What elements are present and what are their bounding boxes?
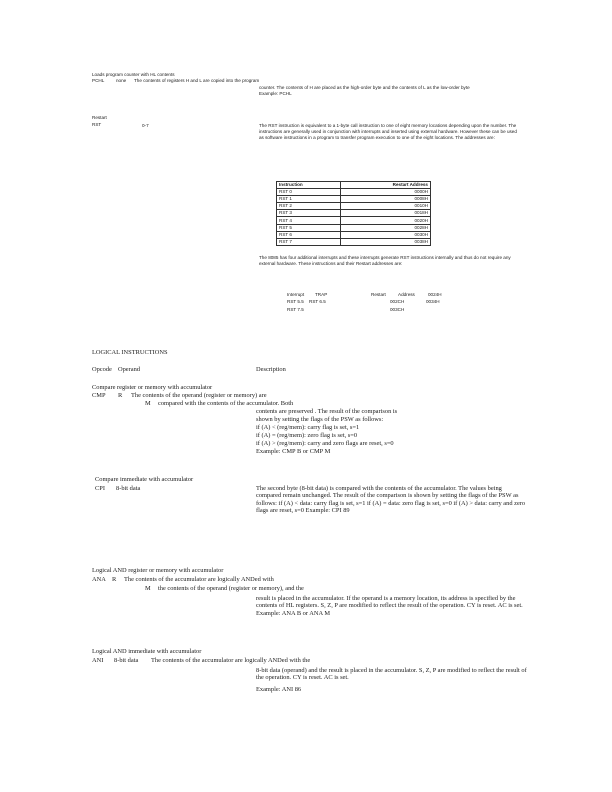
pchl-title: Loads program counter with HL contents <box>92 72 175 77</box>
interrupt-address: 003CH <box>390 307 405 312</box>
table-row <box>277 210 431 217</box>
rst-operand: 0-7 <box>142 123 149 128</box>
table-cell: 0010H <box>341 203 431 210</box>
column-header-operand: Operand <box>118 366 141 373</box>
interrupt-name: RST 6.5 <box>309 299 326 304</box>
ani-opcode: ANI <box>92 657 104 664</box>
cmp-desc-line4: shown by setting the flags of the PSW as follows: <box>256 416 384 423</box>
interrupt-address: 0024H <box>428 292 442 297</box>
cpi-description: The second byte (8-bit data) is compared with the contents of the accumulator. The values being compared remain unchanged. The result of the comparison is shown by setting the flags of the PSW as follows: if (A) < data: carry flag is set, s=1 if (A) = data: zero flag is set, s=0 if (A) > data: carry and zero flags are reset, s=0 Example: CPI 89 <box>256 485 526 515</box>
table-row <box>277 238 431 245</box>
table-row <box>277 189 431 196</box>
cmp-operand-m: M <box>145 400 151 407</box>
cmp-desc-line6: if (A) = (reg/mem): zero flag is set, s=0 <box>256 432 358 439</box>
cpi-opcode: CPI <box>95 485 105 492</box>
rst-opcode: RST <box>92 122 102 127</box>
section-heading: LOGICAL INSTRUCTIONS <box>92 349 168 356</box>
interrupt-address: 0034H <box>426 299 440 304</box>
cmp-desc-line7: if (A) > (reg/mem): carry and zero flags are reset, s=0 <box>256 440 394 447</box>
table-cell: 0018H <box>341 210 431 217</box>
ani-operand: 8-bit data <box>114 657 139 664</box>
cmp-operand: R <box>118 392 123 399</box>
cpi-operand: 8-bit data <box>116 485 141 492</box>
table-row <box>277 224 431 231</box>
table-cell: RST 6 <box>277 231 341 238</box>
table-cell: 0008H <box>341 196 431 203</box>
interrupt-name: RST 5.5 <box>287 299 304 304</box>
column-header-description: Description <box>256 366 286 373</box>
pchl-operand: none <box>116 78 127 83</box>
address-header: Address <box>398 292 415 297</box>
cmp-title: Compare register or memory with accumulator <box>92 384 213 391</box>
table-row <box>277 217 431 224</box>
ana-title: Logical AND register or memory with accumulator <box>92 567 224 574</box>
table-header-cell: Instruction <box>277 182 341 189</box>
table-header-cell: Restart Address <box>341 182 431 189</box>
ana-desc-line2: the contents of the operand (register or memory), and the <box>158 585 304 592</box>
ani-description: 8-bit data (operand) and the result is placed in the accumulator. S, Z, P are modified to reflect the result of the operation. CY is reset. AC is set. <box>256 667 527 682</box>
pchl-desc-line1: The contents of registers H and L are copied into the program <box>134 78 260 83</box>
interrupt-address: 002CH <box>390 299 405 304</box>
ana-operand: R <box>112 576 117 583</box>
table-cell: 0038H <box>341 238 431 245</box>
pchl-desc-line2: counter. The contents of H are placed as the high-order byte and the contents of L as the low-order byte <box>259 85 470 90</box>
ana-opcode: ANA <box>92 576 106 583</box>
rst-address-table <box>276 181 431 246</box>
cmp-example: Example: CMP B or CMP M <box>256 448 331 455</box>
ana-description: result is placed in the accumulator. If the operand is a memory location, its address is specified by the contents of HL registers. S, Z, P are modified to reflect the result of the operation. CY is reset. AC is set. Example: ANA B or ANA M <box>256 595 523 617</box>
table-cell: RST 4 <box>277 217 341 224</box>
ani-example: Example: ANI 86 <box>256 686 302 693</box>
table-row <box>277 231 431 238</box>
table-cell: RST 1 <box>277 196 341 203</box>
table-cell: 0020H <box>341 217 431 224</box>
interrupt-name: TRAP <box>315 292 328 297</box>
cmp-desc-line2: compared with the contents of the accumulator. Both <box>158 400 294 407</box>
table-header-row <box>277 182 431 189</box>
cmp-desc-line3: contents are preserved . The result of the comparison is <box>256 408 398 415</box>
cmp-desc-line1: The contents of the operand (register or memory) are <box>131 392 267 399</box>
rst-label: Restart <box>92 115 107 120</box>
ani-title: Logical AND immediate with accumulator <box>92 648 202 655</box>
pchl-opcode: PCHL <box>92 78 105 83</box>
table-cell: RST 3 <box>277 210 341 217</box>
ana-operand-m: M <box>145 585 151 592</box>
table-cell: RST 2 <box>277 203 341 210</box>
ani-desc-line1: The contents of the accumulator are logically ANDed with the <box>151 657 311 664</box>
table-cell: 0000H <box>341 189 431 196</box>
restart-header: Restart <box>371 292 386 297</box>
ana-desc-line1: The contents of the accumulator are logically ANDed with <box>124 576 274 583</box>
table-cell: 0028H <box>341 224 431 231</box>
table-cell: RST 7 <box>277 238 341 245</box>
cmp-opcode: CMP <box>92 392 106 399</box>
cmp-desc-line5: if (A) < (reg/mem): carry flag is set, s=1 <box>256 424 360 431</box>
table-cell: RST 5 <box>277 224 341 231</box>
interrupt-header: Interrupt <box>287 292 305 297</box>
table-cell: 0030H <box>341 231 431 238</box>
table-cell: RST 0 <box>277 189 341 196</box>
table-row <box>277 196 431 203</box>
interrupt-name: RST 7.5 <box>287 307 304 312</box>
rst-interrupt-note: The 8085 has four additional interrupts and these interrupts generate RST instructions internally and thus do not require any external hardware. These instructions and their Restart addresses are: <box>259 255 511 267</box>
rst-description: The RST instruction is equivalent to a 1-byte call instruction to one of eight memory locations depending upon the number. The instructions are generally used in conjunction with interrupts and inserted using external hardware. However these can be used as software instructions in a program to transfer program execution to one of the eight locations. The addresses are: <box>259 123 517 141</box>
table-row <box>277 203 431 210</box>
cpi-title: Compare immediate with accumulator <box>95 476 194 483</box>
pchl-example: Example: PCHL <box>259 91 292 96</box>
column-header-opcode: Opcode <box>92 366 112 373</box>
